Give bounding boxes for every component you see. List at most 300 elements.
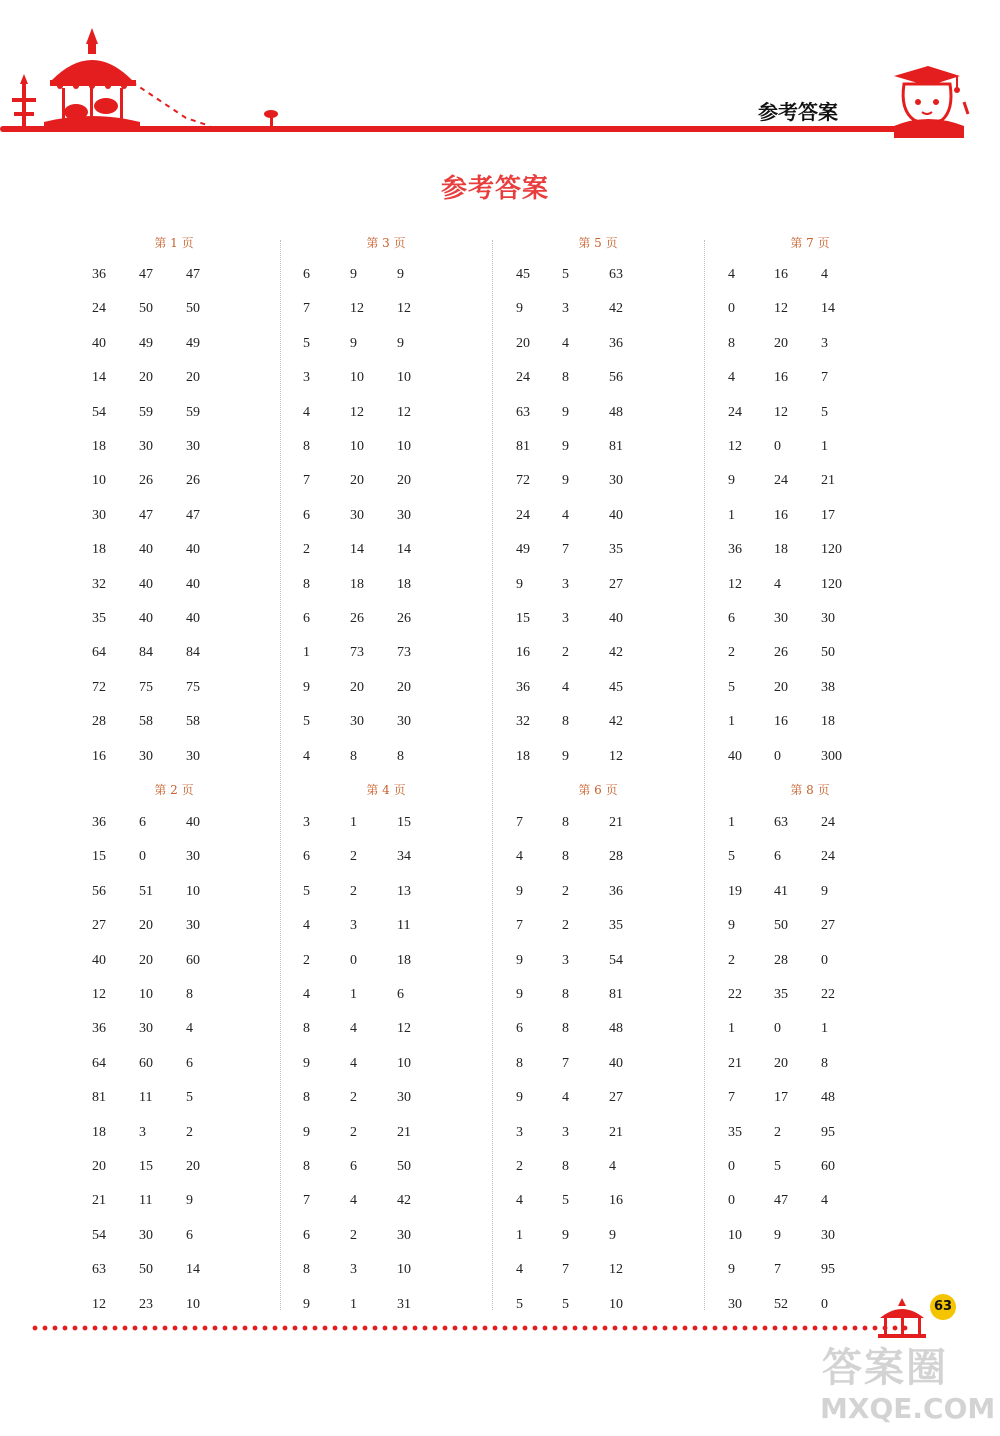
answer-cell: 21: [728, 1055, 742, 1071]
answer-cell: 40: [139, 576, 153, 592]
answer-cell: 95: [821, 1124, 835, 1140]
answer-cell: 84: [186, 645, 200, 661]
answer-cell: 6: [728, 611, 735, 626]
answer-cell: 18: [350, 576, 364, 592]
answer-cell: 4: [303, 748, 310, 764]
answer-cell: 50: [397, 1159, 411, 1174]
answer-cell: 8: [562, 370, 569, 386]
answer-cell: 5: [821, 404, 828, 420]
bottom-dotted-rule: [30, 1325, 910, 1331]
answer-cell: 3: [516, 1124, 523, 1140]
answer-cell: 24: [516, 370, 530, 386]
answer-cell: 81: [516, 439, 530, 454]
answer-cell: 56: [609, 370, 623, 386]
answer-cell: 20: [397, 679, 411, 695]
answer-cell: 27: [92, 918, 106, 934]
answer-cell: 7: [516, 918, 523, 934]
answer-cell: 11: [397, 918, 411, 934]
answer-cell: 56: [92, 883, 106, 899]
answer-cell: 9: [774, 1227, 781, 1243]
answer-cell: 35: [609, 918, 623, 934]
answer-cell: 0: [774, 1021, 781, 1037]
answer-cell: 81: [609, 439, 623, 454]
answer-cell: 12: [397, 301, 411, 317]
answer-cell: 10: [397, 1262, 411, 1278]
answer-cell: 8: [562, 1021, 569, 1037]
answer-cell: 40: [92, 952, 106, 968]
answer-cell: 2: [728, 952, 735, 968]
answer-cell: 3: [303, 370, 310, 386]
answer-cell: 5: [562, 1193, 569, 1209]
answer-cell: 18: [821, 714, 835, 730]
answer-cell: 9: [303, 1296, 310, 1312]
answer-cell: 8: [350, 748, 357, 764]
answer-cell: 17: [774, 1090, 788, 1106]
answer-cell: 9: [516, 952, 523, 968]
answer-cell: 8: [303, 1159, 310, 1174]
answer-cell: 26: [350, 611, 364, 626]
answer-cell: 2: [186, 1124, 193, 1140]
answer-cell: 8: [303, 1021, 310, 1037]
answer-cell: 6: [303, 267, 310, 282]
answer-cell: 21: [397, 1124, 411, 1140]
answer-cell: 52: [774, 1296, 788, 1312]
header-rule: [0, 126, 960, 132]
answer-cell: 20: [139, 918, 153, 934]
answer-cell: 5: [728, 849, 735, 865]
answer-cell: 26: [186, 473, 200, 489]
page-title: 参考答案: [440, 174, 549, 204]
answer-cell: 4: [821, 267, 828, 282]
answer-cell: 15: [139, 1159, 153, 1174]
answer-cell: 40: [139, 542, 153, 558]
answer-cell: 16: [92, 748, 106, 764]
answer-cell: 3: [562, 952, 569, 968]
answer-cell: 4: [774, 576, 781, 592]
watermark-brand: 答案圈: [822, 1345, 948, 1391]
answer-cell: 9: [562, 473, 569, 489]
answer-cell: 8: [186, 987, 193, 1002]
answer-cell: 3: [350, 918, 357, 934]
answer-cell: 75: [186, 679, 200, 695]
page-number-badge: 63: [930, 1294, 956, 1320]
answer-cell: 9: [728, 473, 735, 489]
answer-cell: 28: [92, 714, 106, 730]
answer-cell: 4: [562, 335, 569, 351]
answer-cell: 1: [350, 815, 357, 830]
answer-cell: 1: [821, 439, 828, 454]
answer-cell: 36: [92, 1021, 106, 1037]
answer-cell: 40: [609, 1055, 623, 1071]
answer-cell: 12: [350, 301, 364, 317]
answer-cell: 50: [821, 645, 835, 661]
answer-cell: 5: [562, 1296, 569, 1312]
answer-cell: 22: [821, 987, 835, 1002]
answer-cell: 27: [821, 918, 835, 934]
section-title: 第 4 页: [366, 783, 406, 797]
answer-cell: 3: [562, 301, 569, 317]
answer-cell: 3: [562, 576, 569, 592]
answer-cell: 8: [562, 714, 569, 730]
answer-cell: 59: [139, 404, 153, 420]
answer-cell: 7: [774, 1262, 781, 1278]
answer-cell: 30: [139, 1021, 153, 1037]
answer-cell: 9: [562, 748, 569, 764]
answer-cell: 5: [516, 1296, 523, 1312]
answer-cell: 54: [92, 1227, 106, 1243]
answer-cell: 40: [186, 611, 200, 626]
answer-cell: 4: [562, 507, 569, 523]
answer-cell: 21: [609, 815, 623, 830]
answer-cell: 6: [303, 1227, 310, 1243]
answer-cell: 30: [92, 507, 106, 523]
answer-cell: 36: [609, 335, 623, 351]
answer-cell: 9: [609, 1227, 616, 1243]
answer-cell: 24: [728, 404, 742, 420]
answer-cell: 20: [397, 473, 411, 489]
answer-cell: 10: [609, 1296, 623, 1312]
answer-cell: 16: [516, 645, 530, 661]
answer-cell: 15: [92, 849, 106, 865]
answer-cell: 1: [303, 645, 310, 661]
answer-cell: 30: [186, 439, 200, 454]
answer-cell: 30: [186, 918, 200, 934]
answer-cell: 6: [774, 849, 781, 865]
answer-cell: 36: [92, 815, 106, 830]
answer-cell: 49: [516, 542, 530, 558]
answer-cell: 36: [728, 542, 742, 558]
answer-cell: 9: [350, 335, 357, 351]
answer-cell: 9: [516, 576, 523, 592]
answer-cell: 16: [774, 267, 788, 282]
answer-cell: 64: [92, 1055, 106, 1071]
answer-cell: 63: [516, 404, 530, 420]
answer-cell: 10: [397, 439, 411, 454]
answer-cell: 4: [562, 1090, 569, 1106]
answer-cell: 24: [774, 473, 788, 489]
answer-cell: 1: [516, 1227, 523, 1243]
answer-cell: 6: [303, 849, 310, 865]
answer-cell: 58: [186, 714, 200, 730]
answer-cell: 8: [562, 987, 569, 1002]
answer-cell: 8: [303, 576, 310, 592]
answer-cell: 26: [397, 611, 411, 626]
answer-cell: 30: [397, 1227, 411, 1243]
answer-cell: 4: [516, 1193, 523, 1209]
answer-cell: 9: [516, 1090, 523, 1106]
answer-cell: 40: [186, 542, 200, 558]
answer-cell: 60: [821, 1159, 835, 1174]
answer-cell: 18: [92, 1124, 106, 1140]
answer-cell: 2: [774, 1124, 781, 1140]
answer-cell: 20: [774, 335, 788, 351]
answer-cell: 32: [92, 576, 106, 592]
answer-cell: 27: [609, 1090, 623, 1106]
answer-cell: 9: [728, 1262, 735, 1278]
answer-cell: 2: [350, 1090, 357, 1106]
answer-cell: 4: [516, 1262, 523, 1278]
answer-cell: 30: [350, 507, 364, 523]
answer-cell: 9: [397, 335, 404, 351]
answer-cell: 4: [303, 987, 310, 1002]
answer-cell: 9: [562, 439, 569, 454]
answer-cell: 8: [562, 815, 569, 830]
answer-cell: 3: [562, 1124, 569, 1140]
answer-cell: 10: [350, 439, 364, 454]
answer-cell: 48: [609, 1021, 623, 1037]
answer-cell: 32: [516, 714, 530, 730]
answer-cell: 45: [516, 267, 530, 282]
answer-cell: 3: [562, 611, 569, 626]
answer-cell: 54: [609, 952, 623, 968]
answer-cell: 7: [303, 1193, 310, 1209]
answer-cell: 10: [139, 987, 153, 1002]
answer-cell: 20: [350, 473, 364, 489]
answer-cell: 5: [303, 883, 310, 899]
answer-cell: 12: [92, 1296, 106, 1312]
answer-cell: 30: [774, 611, 788, 626]
answer-cell: 38: [821, 679, 835, 695]
answer-cell: 26: [774, 645, 788, 661]
answer-cell: 49: [139, 335, 153, 351]
answer-cell: 7: [303, 301, 310, 317]
answer-cell: 9: [303, 1055, 310, 1071]
answer-cell: 36: [516, 679, 530, 695]
answer-cell: 5: [728, 679, 735, 695]
answer-cell: 20: [774, 679, 788, 695]
answer-cell: 3: [350, 1262, 357, 1278]
answer-cell: 120: [821, 542, 842, 558]
column-divider: [492, 240, 493, 1310]
answer-cell: 2: [516, 1159, 523, 1174]
answer-cell: 1: [728, 714, 735, 730]
answer-cell: 300: [821, 748, 842, 764]
answer-cell: 50: [139, 1262, 153, 1278]
answer-cell: 20: [774, 1055, 788, 1071]
answer-cell: 60: [186, 952, 200, 968]
answer-cell: 16: [774, 370, 788, 386]
answer-cell: 0: [821, 1296, 828, 1312]
answer-cell: 42: [609, 714, 623, 730]
answer-cell: 22: [728, 987, 742, 1002]
answer-cell: 14: [92, 370, 106, 386]
answer-cell: 28: [774, 952, 788, 968]
answer-cell: 6: [139, 815, 146, 830]
answer-cell: 6: [303, 507, 310, 523]
answer-cell: 19: [728, 883, 742, 899]
answer-cell: 5: [186, 1090, 193, 1106]
answer-cell: 6: [397, 987, 404, 1002]
answer-cell: 9: [397, 267, 404, 282]
answer-cell: 18: [397, 576, 411, 592]
column-divider: [704, 240, 705, 1310]
answer-cell: 20: [139, 952, 153, 968]
answer-cell: 4: [303, 404, 310, 420]
answer-cell: 84: [139, 645, 153, 661]
answer-cell: 120: [821, 576, 842, 592]
answer-cell: 7: [562, 542, 569, 558]
answer-cell: 12: [350, 404, 364, 420]
answer-cell: 95: [821, 1262, 835, 1278]
answer-cell: 2: [562, 645, 569, 661]
answer-cell: 5: [774, 1159, 781, 1174]
answer-cell: 12: [609, 748, 623, 764]
answer-cell: 30: [350, 714, 364, 730]
answer-cell: 10: [92, 473, 106, 489]
answer-cell: 24: [92, 301, 106, 317]
answer-cell: 36: [92, 267, 106, 282]
answer-cell: 18: [516, 748, 530, 764]
answer-cell: 40: [186, 576, 200, 592]
answer-cell: 4: [350, 1055, 357, 1071]
answer-cell: 30: [139, 439, 153, 454]
answer-cell: 3: [821, 335, 828, 351]
answer-cell: 2: [728, 645, 735, 661]
answer-cell: 14: [186, 1262, 200, 1278]
answer-cell: 47: [186, 267, 200, 282]
answer-cell: 35: [609, 542, 623, 558]
answer-cell: 40: [92, 335, 106, 351]
answer-cell: 9: [516, 987, 523, 1002]
answer-cell: 14: [397, 542, 411, 558]
answer-cell: 30: [397, 714, 411, 730]
answer-cell: 11: [139, 1090, 153, 1106]
answer-cell: 42: [397, 1193, 411, 1209]
answer-cell: 0: [728, 1193, 735, 1209]
column-divider: [280, 240, 281, 1310]
answer-cell: 0: [821, 952, 828, 968]
answer-cell: 34: [397, 849, 411, 865]
answer-cell: 30: [186, 849, 200, 865]
answer-cell: 20: [516, 335, 530, 351]
answer-cell: 14: [821, 301, 835, 317]
answer-cell: 10: [728, 1227, 742, 1243]
answer-cell: 73: [397, 645, 411, 661]
answer-cell: 40: [728, 748, 742, 764]
answer-cell: 21: [92, 1193, 106, 1209]
answer-cell: 35: [728, 1124, 742, 1140]
answer-cell: 20: [186, 370, 200, 386]
answer-cell: 5: [562, 267, 569, 282]
answer-cell: 12: [92, 987, 106, 1002]
answer-cell: 1: [728, 1021, 735, 1037]
section-title: 第 3 页: [366, 236, 406, 250]
answer-cell: 18: [92, 439, 106, 454]
answer-cell: 40: [609, 507, 623, 523]
answer-cell: 7: [728, 1090, 735, 1106]
answer-cell: 12: [728, 439, 742, 454]
answer-cell: 17: [821, 507, 835, 523]
answer-cell: 12: [774, 301, 788, 317]
answer-cell: 2: [350, 849, 357, 865]
answer-cell: 21: [609, 1124, 623, 1140]
answer-cell: 4: [562, 679, 569, 695]
answer-cell: 8: [821, 1055, 828, 1071]
answer-cell: 4: [821, 1193, 828, 1209]
answer-cell: 9: [562, 404, 569, 420]
answer-cell: 0: [774, 439, 781, 454]
answer-cell: 8: [562, 1159, 569, 1174]
answer-cell: 4: [350, 1193, 357, 1209]
answer-cell: 15: [397, 815, 411, 830]
answer-cell: 41: [774, 883, 788, 899]
answer-cell: 23: [139, 1296, 153, 1312]
answer-cell: 8: [303, 439, 310, 454]
answer-cell: 1: [350, 987, 357, 1002]
section-title: 第 8 页: [790, 783, 830, 797]
answer-cell: 48: [821, 1090, 835, 1106]
answer-cell: 60: [139, 1055, 153, 1071]
answer-cell: 36: [609, 883, 623, 899]
answer-cell: 40: [609, 611, 623, 626]
answer-cell: 6: [186, 1055, 193, 1071]
answer-cell: 12: [774, 404, 788, 420]
answer-cell: 2: [350, 1227, 357, 1243]
answer-cell: 28: [609, 849, 623, 865]
answer-cell: 24: [821, 815, 835, 830]
answer-cell: 72: [516, 473, 530, 489]
answer-cell: 30: [186, 748, 200, 764]
answer-cell: 18: [92, 542, 106, 558]
answer-cell: 45: [609, 679, 623, 695]
answer-cell: 13: [397, 883, 411, 899]
answer-cell: 2: [562, 918, 569, 934]
answer-cell: 10: [397, 1055, 411, 1071]
answer-cell: 4: [350, 1021, 357, 1037]
answer-cell: 6: [186, 1227, 193, 1243]
section-title: 第 2 页: [154, 783, 194, 797]
answer-cell: 20: [350, 679, 364, 695]
answer-cell: 27: [609, 576, 623, 592]
answer-cell: 63: [92, 1262, 106, 1278]
answer-cell: 31: [397, 1296, 411, 1312]
answer-cell: 4: [303, 918, 310, 934]
header-label: 参考答案: [758, 100, 838, 124]
answer-cell: 7: [562, 1055, 569, 1071]
answer-cell: 47: [186, 507, 200, 523]
answer-cell: 12: [728, 576, 742, 592]
answer-cell: 4: [728, 267, 735, 282]
answer-cell: 18: [774, 542, 788, 558]
answer-cell: 1: [728, 815, 735, 830]
answer-cell: 12: [609, 1262, 623, 1278]
answer-cell: 9: [821, 883, 828, 899]
answer-cell: 2: [562, 883, 569, 899]
answer-cell: 24: [821, 849, 835, 865]
answer-cell: 20: [139, 370, 153, 386]
answer-cell: 6: [516, 1021, 523, 1037]
answer-cell: 63: [609, 267, 623, 282]
answer-cell: 3: [139, 1124, 146, 1140]
answer-cell: 2: [350, 883, 357, 899]
answer-cell: 30: [728, 1296, 742, 1312]
answer-cell: 0: [139, 849, 146, 865]
answer-cell: 21: [821, 473, 835, 489]
section-title: 第 7 页: [790, 236, 830, 250]
answer-cell: 81: [609, 987, 623, 1002]
answer-cell: 6: [350, 1159, 357, 1174]
answer-cell: 81: [92, 1090, 106, 1106]
answer-cell: 8: [562, 849, 569, 865]
answer-cell: 1: [350, 1296, 357, 1312]
answer-cell: 8: [303, 1262, 310, 1278]
answer-cell: 47: [139, 507, 153, 523]
watermark-site: MXQE.COM: [820, 1392, 996, 1425]
answer-cell: 42: [609, 645, 623, 661]
answer-cell: 47: [139, 267, 153, 282]
answer-cell: 4: [186, 1021, 193, 1037]
answer-cell: 0: [350, 952, 357, 968]
